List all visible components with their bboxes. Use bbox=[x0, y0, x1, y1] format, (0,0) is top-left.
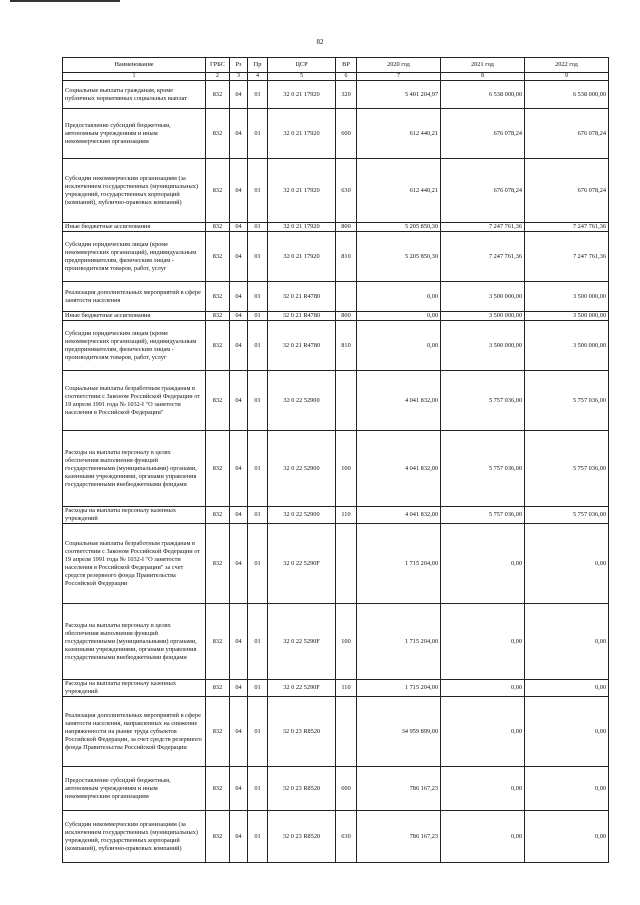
row-csr: 32 0 21 R4780 bbox=[268, 312, 336, 321]
row-rz: 04 bbox=[230, 507, 248, 524]
row-rz: 04 bbox=[230, 312, 248, 321]
row-amount-2022: 676 078,24 bbox=[525, 159, 609, 223]
row-grbs: 832 bbox=[206, 232, 230, 282]
row-amount-2020: 612 440,21 bbox=[357, 159, 441, 223]
row-amount-2021: 0,00 bbox=[441, 524, 525, 604]
row-name: Субсидии юридическим лицам (кроме некоммерческих организаций), индивидуальным предпринимателям, физическим лицам - производителям товаров, работ, услуг bbox=[63, 321, 206, 371]
row-pr: 01 bbox=[248, 159, 268, 223]
row-csr: 32 0 22 5290F bbox=[268, 524, 336, 604]
table-row bbox=[63, 312, 609, 321]
row-amount-2021: 5 757 036,00 bbox=[441, 431, 525, 507]
table-row bbox=[63, 767, 609, 811]
col-number: 1 bbox=[63, 73, 206, 81]
col-number: 3 bbox=[230, 73, 248, 81]
row-amount-2020: 0,00 bbox=[357, 312, 441, 321]
row-amount-2021: 6 538 000,00 bbox=[441, 81, 525, 109]
row-csr: 32 0 22 52900 bbox=[268, 431, 336, 507]
row-vr: 800 bbox=[336, 312, 357, 321]
row-vr: 110 bbox=[336, 680, 357, 697]
row-amount-2022: 0,00 bbox=[525, 697, 609, 767]
table-row bbox=[63, 697, 609, 767]
row-csr: 32 0 22 52900 bbox=[268, 507, 336, 524]
row-name: Предоставление субсидий бюджетным, автономным учреждениям и иным некоммерческим организациям bbox=[63, 109, 206, 159]
col-header-rz: Рз bbox=[230, 58, 248, 73]
row-grbs: 832 bbox=[206, 524, 230, 604]
row-name: Расходы на выплаты персоналу в целях обеспечения выполнения функций государственными (муниципальными) органами, казенными учреждениями, органами управления государственными внебюджетными фондами bbox=[63, 604, 206, 680]
row-csr: 32 0 22 52900 bbox=[268, 371, 336, 431]
row-amount-2021: 3 500 000,00 bbox=[441, 321, 525, 371]
row-amount-2020: 1 715 204,00 bbox=[357, 524, 441, 604]
row-amount-2022: 3 500 000,00 bbox=[525, 282, 609, 312]
table-row bbox=[63, 159, 609, 223]
table-row bbox=[63, 811, 609, 863]
row-rz: 04 bbox=[230, 81, 248, 109]
row-vr: 810 bbox=[336, 232, 357, 282]
col-header-pr: Пр bbox=[248, 58, 268, 73]
header-row bbox=[63, 58, 609, 73]
row-amount-2022: 3 500 000,00 bbox=[525, 321, 609, 371]
row-pr: 01 bbox=[248, 767, 268, 811]
row-name: Социальные выплаты безработным гражданам в соответствии с Законом Российской Федерации от 19 апреля 1991 года № 1032-I "О занятости населения в Российской Федерации" за счет средств резервного фонда Правительства Российской Федерации bbox=[63, 524, 206, 604]
table-row bbox=[63, 321, 609, 371]
row-grbs: 832 bbox=[206, 159, 230, 223]
row-csr: 32 0 21 17920 bbox=[268, 81, 336, 109]
row-amount-2020: 1 715 204,00 bbox=[357, 680, 441, 697]
row-name: Реализация дополнительных мероприятий в сфере занятости населения, направленных на снижение напряженности на рынке труда субъектов Российской Федерации, за счет средств резервного фонда Правительства Российской Федерации bbox=[63, 697, 206, 767]
row-amount-2021: 0,00 bbox=[441, 767, 525, 811]
row-amount-2022: 5 757 036,00 bbox=[525, 371, 609, 431]
row-pr: 01 bbox=[248, 697, 268, 767]
row-amount-2021: 0,00 bbox=[441, 697, 525, 767]
row-amount-2020: 34 959 899,00 bbox=[357, 697, 441, 767]
row-csr: 32 0 23 R8520 bbox=[268, 697, 336, 767]
budget-table bbox=[62, 57, 609, 863]
row-grbs: 832 bbox=[206, 312, 230, 321]
row-amount-2022: 0,00 bbox=[525, 604, 609, 680]
row-pr: 01 bbox=[248, 109, 268, 159]
row-vr bbox=[336, 524, 357, 604]
row-amount-2020: 5 205 850,30 bbox=[357, 223, 441, 232]
row-amount-2020: 4 041 832,00 bbox=[357, 371, 441, 431]
row-name: Предоставление субсидий бюджетным, автономным учреждениям и иным некоммерческим организациям bbox=[63, 767, 206, 811]
row-csr: 32 0 22 5290F bbox=[268, 604, 336, 680]
row-rz: 04 bbox=[230, 604, 248, 680]
row-grbs: 832 bbox=[206, 811, 230, 863]
table-row bbox=[63, 507, 609, 524]
col-header-2020: 2020 год bbox=[357, 58, 441, 73]
row-amount-2020: 0,00 bbox=[357, 321, 441, 371]
row-amount-2022: 6 538 000,00 bbox=[525, 81, 609, 109]
row-grbs: 832 bbox=[206, 507, 230, 524]
column-number-row bbox=[63, 73, 609, 81]
row-rz: 04 bbox=[230, 767, 248, 811]
row-amount-2022: 676 078,24 bbox=[525, 109, 609, 159]
table-row bbox=[63, 282, 609, 312]
row-pr: 01 bbox=[248, 223, 268, 232]
row-amount-2022: 7 247 761,36 bbox=[525, 223, 609, 232]
row-grbs: 832 bbox=[206, 223, 230, 232]
row-pr: 01 bbox=[248, 524, 268, 604]
row-name: Субсидии некоммерческим организациям (за исключением государственных (муниципальных) учреждений, государственных корпораций (компаний), публично-правовых компаний) bbox=[63, 159, 206, 223]
col-header-2022: 2022 год bbox=[525, 58, 609, 73]
table-row bbox=[63, 680, 609, 697]
row-amount-2022: 0,00 bbox=[525, 811, 609, 863]
table-row bbox=[63, 109, 609, 159]
row-csr: 32 0 21 R4780 bbox=[268, 321, 336, 371]
row-amount-2022: 7 247 761,36 bbox=[525, 232, 609, 282]
row-amount-2021: 7 247 761,36 bbox=[441, 232, 525, 282]
row-amount-2021: 3 500 000,00 bbox=[441, 312, 525, 321]
row-vr bbox=[336, 282, 357, 312]
row-rz: 04 bbox=[230, 697, 248, 767]
row-name: Субсидии юридическим лицам (кроме некоммерческих организаций), индивидуальным предпринимателям, физическим лицам - производителям товаров, работ, услуг bbox=[63, 232, 206, 282]
row-grbs: 832 bbox=[206, 697, 230, 767]
row-vr: 600 bbox=[336, 767, 357, 811]
row-amount-2020: 1 715 204,00 bbox=[357, 604, 441, 680]
top-rule bbox=[10, 0, 120, 2]
row-pr: 01 bbox=[248, 282, 268, 312]
col-header-grbs: ГРБС bbox=[206, 58, 230, 73]
row-pr: 01 bbox=[248, 811, 268, 863]
row-rz: 04 bbox=[230, 232, 248, 282]
row-rz: 04 bbox=[230, 321, 248, 371]
col-number: 4 bbox=[248, 73, 268, 81]
row-amount-2022: 0,00 bbox=[525, 524, 609, 604]
row-amount-2021: 676 078,24 bbox=[441, 159, 525, 223]
col-header-name: Наименование bbox=[63, 58, 206, 73]
row-csr: 32 0 21 17920 bbox=[268, 109, 336, 159]
row-vr: 810 bbox=[336, 321, 357, 371]
table-row bbox=[63, 81, 609, 109]
page-number: 82 bbox=[316, 38, 324, 46]
table-row bbox=[63, 431, 609, 507]
row-amount-2022: 3 500 000,00 bbox=[525, 312, 609, 321]
row-csr: 32 0 21 R4780 bbox=[268, 282, 336, 312]
table-row bbox=[63, 524, 609, 604]
row-pr: 01 bbox=[248, 371, 268, 431]
row-pr: 01 bbox=[248, 431, 268, 507]
col-number: 8 bbox=[441, 73, 525, 81]
row-amount-2020: 612 440,21 bbox=[357, 109, 441, 159]
row-amount-2021: 0,00 bbox=[441, 604, 525, 680]
row-vr bbox=[336, 697, 357, 767]
row-pr: 01 bbox=[248, 312, 268, 321]
row-name: Субсидии некоммерческим организациям (за исключением государственных (муниципальных) учреждений, государственных корпораций (компаний), публично-правовых компаний) bbox=[63, 811, 206, 863]
row-pr: 01 bbox=[248, 321, 268, 371]
table-row bbox=[63, 223, 609, 232]
row-amount-2021: 0,00 bbox=[441, 680, 525, 697]
row-vr: 100 bbox=[336, 431, 357, 507]
table-row bbox=[63, 604, 609, 680]
table-body bbox=[63, 81, 609, 863]
row-grbs: 832 bbox=[206, 109, 230, 159]
row-vr: 800 bbox=[336, 223, 357, 232]
row-amount-2020: 4 041 832,00 bbox=[357, 431, 441, 507]
row-rz: 04 bbox=[230, 371, 248, 431]
row-rz: 04 bbox=[230, 159, 248, 223]
row-amount-2021: 7 247 761,36 bbox=[441, 223, 525, 232]
row-csr: 32 0 21 17920 bbox=[268, 232, 336, 282]
row-rz: 04 bbox=[230, 109, 248, 159]
row-csr: 32 0 22 5290F bbox=[268, 680, 336, 697]
row-amount-2022: 0,00 bbox=[525, 680, 609, 697]
row-pr: 01 bbox=[248, 604, 268, 680]
row-amount-2021: 5 757 036,00 bbox=[441, 371, 525, 431]
row-amount-2020: 786 167,23 bbox=[357, 767, 441, 811]
row-vr: 110 bbox=[336, 507, 357, 524]
row-pr: 01 bbox=[248, 232, 268, 282]
row-amount-2021: 5 757 036,00 bbox=[441, 507, 525, 524]
col-header-2021: 2021 год bbox=[441, 58, 525, 73]
row-rz: 04 bbox=[230, 282, 248, 312]
row-name: Иные бюджетные ассигнования bbox=[63, 223, 206, 232]
col-number: 6 bbox=[336, 73, 357, 81]
col-number: 7 bbox=[357, 73, 441, 81]
row-amount-2020: 5 401 204,97 bbox=[357, 81, 441, 109]
row-amount-2020: 786 167,23 bbox=[357, 811, 441, 863]
row-amount-2020: 4 041 832,00 bbox=[357, 507, 441, 524]
row-csr: 32 0 23 R8520 bbox=[268, 767, 336, 811]
row-rz: 04 bbox=[230, 811, 248, 863]
row-csr: 32 0 23 R8520 bbox=[268, 811, 336, 863]
col-number: 2 bbox=[206, 73, 230, 81]
row-grbs: 832 bbox=[206, 282, 230, 312]
row-name: Расходы на выплаты персоналу в целях обеспечения выполнения функций государственными (муниципальными) органами, казенными учреждениями, органами управления государственными внебюджетными фондами bbox=[63, 431, 206, 507]
row-amount-2021: 3 500 000,00 bbox=[441, 282, 525, 312]
row-amount-2021: 676 078,24 bbox=[441, 109, 525, 159]
row-grbs: 832 bbox=[206, 431, 230, 507]
row-pr: 01 bbox=[248, 507, 268, 524]
row-grbs: 832 bbox=[206, 81, 230, 109]
row-vr: 630 bbox=[336, 159, 357, 223]
row-amount-2021: 0,00 bbox=[441, 811, 525, 863]
row-amount-2022: 0,00 bbox=[525, 767, 609, 811]
row-amount-2020: 0,00 bbox=[357, 282, 441, 312]
row-rz: 04 bbox=[230, 680, 248, 697]
row-grbs: 832 bbox=[206, 767, 230, 811]
row-amount-2020: 5 205 850,30 bbox=[357, 232, 441, 282]
row-pr: 01 bbox=[248, 680, 268, 697]
row-vr: 320 bbox=[336, 81, 357, 109]
row-rz: 04 bbox=[230, 223, 248, 232]
row-grbs: 832 bbox=[206, 604, 230, 680]
row-name: Социальные выплаты безработным гражданам в соответствии с Законом Российской Федерации от 19 апреля 1991 года № 1032-I "О занятости населения в Российской Федерации" bbox=[63, 371, 206, 431]
col-header-csr: ЦСР bbox=[268, 58, 336, 73]
row-vr: 600 bbox=[336, 109, 357, 159]
row-grbs: 832 bbox=[206, 321, 230, 371]
row-csr: 32 0 21 17920 bbox=[268, 223, 336, 232]
row-vr: 100 bbox=[336, 604, 357, 680]
row-grbs: 832 bbox=[206, 680, 230, 697]
row-name: Расходы на выплаты персоналу казенных учреждений bbox=[63, 507, 206, 524]
row-vr: 630 bbox=[336, 811, 357, 863]
row-grbs: 832 bbox=[206, 371, 230, 431]
row-name: Иные бюджетные ассигнования bbox=[63, 312, 206, 321]
row-vr bbox=[336, 371, 357, 431]
row-pr: 01 bbox=[248, 81, 268, 109]
row-name: Реализация дополнительных мероприятий в сфере занятости населения bbox=[63, 282, 206, 312]
row-rz: 04 bbox=[230, 431, 248, 507]
row-amount-2022: 5 757 036,00 bbox=[525, 507, 609, 524]
col-header-vr: ВР bbox=[336, 58, 357, 73]
col-number: 5 bbox=[268, 73, 336, 81]
row-rz: 04 bbox=[230, 524, 248, 604]
table-row bbox=[63, 232, 609, 282]
row-amount-2022: 5 757 036,00 bbox=[525, 431, 609, 507]
table-row bbox=[63, 371, 609, 431]
col-number: 9 bbox=[525, 73, 609, 81]
row-name: Расходы на выплаты персоналу казенных учреждений bbox=[63, 680, 206, 697]
row-name: Социальные выплаты гражданам, кроме публичных нормативных социальных выплат bbox=[63, 81, 206, 109]
row-csr: 32 0 21 17920 bbox=[268, 159, 336, 223]
